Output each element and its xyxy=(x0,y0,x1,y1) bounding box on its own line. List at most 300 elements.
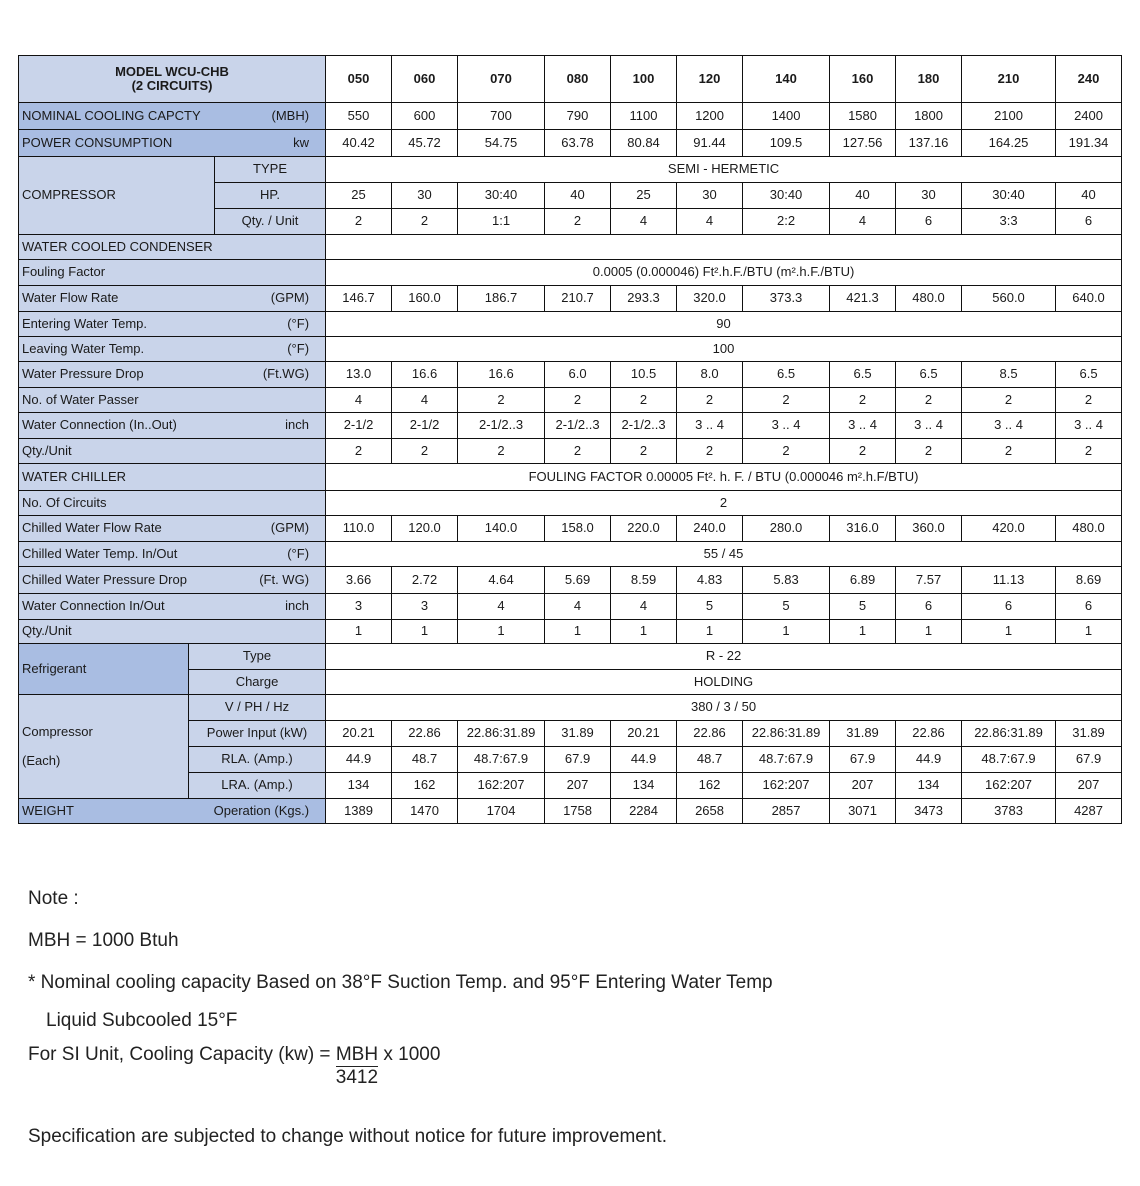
value-cell: 140.0 xyxy=(458,516,545,542)
value-cell: 2 xyxy=(962,388,1056,413)
model-140: 140 xyxy=(743,56,830,103)
value-cell: 3071 xyxy=(830,799,896,824)
value-cell: 25 xyxy=(326,183,392,209)
value-cell: 109.5 xyxy=(743,130,830,157)
row-unit-text: (MBH) xyxy=(271,107,310,123)
value-cell: 4 xyxy=(326,388,392,413)
value-cell: 5 xyxy=(677,594,743,620)
value-cell: 5 xyxy=(830,594,896,620)
refrigerant-label: Refrigerant xyxy=(19,644,189,695)
value-cell: 6.5 xyxy=(896,362,962,388)
value-cell: 4 xyxy=(611,209,677,235)
value-cell: 220.0 xyxy=(611,516,677,542)
table-row xyxy=(19,567,1122,594)
value-cell: 31.89 xyxy=(1056,721,1122,747)
value-cell: 3 xyxy=(326,594,392,620)
value-cell: 63.78 xyxy=(545,130,611,157)
qty-unit-label: Qty./Unit xyxy=(19,439,326,464)
table-row xyxy=(19,620,1122,644)
value-cell: 3:3 xyxy=(962,209,1056,235)
compressor-type-value: SEMI - HERMETIC xyxy=(326,157,1122,183)
value-cell: 420.0 xyxy=(962,516,1056,542)
value-cell: 3 .. 4 xyxy=(677,413,743,439)
value-cell: 67.9 xyxy=(545,747,611,773)
chiller-label: WATER CHILLER xyxy=(19,464,326,491)
value-cell: 240.0 xyxy=(677,516,743,542)
value-cell: 40 xyxy=(545,183,611,209)
value-cell: 30 xyxy=(896,183,962,209)
row-label-text: Chilled Water Flow Rate xyxy=(22,520,162,536)
value-cell: 316.0 xyxy=(830,516,896,542)
value-cell: 2658 xyxy=(677,799,743,824)
value-cell: 48.7 xyxy=(392,747,458,773)
value-cell: 6.5 xyxy=(743,362,830,388)
value-cell: 13.0 xyxy=(326,362,392,388)
value-cell: 550 xyxy=(326,103,392,130)
model-header xyxy=(19,56,326,103)
compressor-label: COMPRESSOR xyxy=(19,157,215,235)
model-100: 100 xyxy=(611,56,677,103)
table-row xyxy=(19,542,1122,567)
value-cell: 2-1/2 xyxy=(392,413,458,439)
value-cell: 2 xyxy=(458,388,545,413)
row-label-text: Leaving Water Temp. xyxy=(22,340,145,356)
value-cell: 7.57 xyxy=(896,567,962,594)
cell-line-1: Compressor xyxy=(22,724,93,740)
value-cell: 186.7 xyxy=(458,286,545,312)
value-cell: 320.0 xyxy=(677,286,743,312)
value-cell: 31.89 xyxy=(545,721,611,747)
value-cell: 162:207 xyxy=(458,773,545,799)
value-cell: 2400 xyxy=(1056,103,1122,130)
value-cell: 162:207 xyxy=(962,773,1056,799)
condenser-label: WATER COOLED CONDENSER xyxy=(19,235,326,260)
compressor-qty-label: Qty. / Unit xyxy=(215,209,326,235)
entering-temp-value: 90 xyxy=(326,312,1122,337)
refrigerant-type-value: R - 22 xyxy=(326,644,1122,670)
model-180: 180 xyxy=(896,56,962,103)
value-cell: 2-1/2..3 xyxy=(611,413,677,439)
connection-label xyxy=(19,413,326,439)
value-cell: 207 xyxy=(545,773,611,799)
value-cell: 2 xyxy=(743,388,830,413)
table-row xyxy=(19,491,1122,516)
value-cell: 5.83 xyxy=(743,567,830,594)
value-cell: 3 .. 4 xyxy=(743,413,830,439)
value-cell: 1800 xyxy=(896,103,962,130)
row-unit-text: Operation (Kgs.) xyxy=(213,802,310,818)
value-cell: 1 xyxy=(458,620,545,644)
value-cell: 3 .. 4 xyxy=(830,413,896,439)
leaving-temp-label xyxy=(19,337,326,362)
value-cell: 22.86 xyxy=(392,721,458,747)
value-cell: 1470 xyxy=(392,799,458,824)
row-label-text: POWER CONSUMPTION xyxy=(22,134,173,150)
table-row xyxy=(19,388,1122,413)
chilled-flow-label xyxy=(19,516,326,542)
value-cell: 22.86:31.89 xyxy=(962,721,1056,747)
value-cell: 3 xyxy=(392,594,458,620)
value-cell: 480.0 xyxy=(896,286,962,312)
model-240: 240 xyxy=(1056,56,1122,103)
value-cell: 4.83 xyxy=(677,567,743,594)
si-suffix: x 1000 xyxy=(383,1044,441,1065)
model-080: 080 xyxy=(545,56,611,103)
power-consumption-label xyxy=(19,130,326,157)
value-cell: 8.69 xyxy=(1056,567,1122,594)
value-cell: 4287 xyxy=(1056,799,1122,824)
table-row xyxy=(19,362,1122,388)
value-cell: 2 xyxy=(1056,439,1122,464)
value-cell: 40 xyxy=(1056,183,1122,209)
value-cell: 1 xyxy=(611,620,677,644)
si-numerator: MBH xyxy=(335,1044,379,1065)
value-cell: 2 xyxy=(962,439,1056,464)
value-cell: 1 xyxy=(743,620,830,644)
value-cell: 4 xyxy=(830,209,896,235)
value-cell: 2100 xyxy=(962,103,1056,130)
value-cell: 5.69 xyxy=(545,567,611,594)
value-cell: 20.21 xyxy=(326,721,392,747)
row-label-text: Chilled Water Temp. In/Out xyxy=(22,545,178,561)
value-cell: 22.86:31.89 xyxy=(458,721,545,747)
value-cell: 134 xyxy=(896,773,962,799)
model-050: 050 xyxy=(326,56,392,103)
table-row xyxy=(19,464,1122,491)
model-120: 120 xyxy=(677,56,743,103)
value-cell: 3.66 xyxy=(326,567,392,594)
note-mbh: MBH = 1000 Btuh xyxy=(28,930,179,951)
cell-line-1: MODEL WCU-CHB xyxy=(115,63,229,79)
refrigerant-type-label: Type xyxy=(189,644,326,670)
value-cell: 4 xyxy=(677,209,743,235)
value-cell: 2 xyxy=(545,439,611,464)
value-cell: 4 xyxy=(545,594,611,620)
value-cell: 8.59 xyxy=(611,567,677,594)
value-cell: 3783 xyxy=(962,799,1056,824)
value-cell: 31.89 xyxy=(830,721,896,747)
value-cell: 2-1/2..3 xyxy=(458,413,545,439)
value-cell: 44.9 xyxy=(896,747,962,773)
value-cell: 2 xyxy=(392,439,458,464)
value-cell: 2-1/2..3 xyxy=(545,413,611,439)
table-row xyxy=(19,594,1122,620)
note-nominal-basis: * Nominal cooling capacity Based on 38°F Suction Temp. and 95°F Entering Water Temp xyxy=(28,972,773,993)
value-cell: 158.0 xyxy=(545,516,611,542)
chilled-temp-label xyxy=(19,542,326,567)
value-cell: 30:40 xyxy=(743,183,830,209)
row-label-text: Water Connection (In..Out) xyxy=(22,417,177,433)
row-label-text: Water Flow Rate xyxy=(22,290,119,306)
value-cell: 1 xyxy=(1056,620,1122,644)
circuits-value: 2 xyxy=(326,491,1122,516)
value-cell: 1389 xyxy=(326,799,392,824)
value-cell: 2.72 xyxy=(392,567,458,594)
value-cell: 4 xyxy=(458,594,545,620)
value-cell: 16.6 xyxy=(458,362,545,388)
value-cell: 1 xyxy=(677,620,743,644)
value-cell: 640.0 xyxy=(1056,286,1122,312)
note-specification: Specification are subjected to change without notice for future improvement. xyxy=(28,1126,667,1147)
value-cell: 22.86:31.89 xyxy=(743,721,830,747)
value-cell: 2 xyxy=(611,439,677,464)
value-cell: 48.7:67.9 xyxy=(458,747,545,773)
value-cell: 2 xyxy=(830,388,896,413)
value-cell: 560.0 xyxy=(962,286,1056,312)
value-cell: 110.0 xyxy=(326,516,392,542)
value-cell: 207 xyxy=(1056,773,1122,799)
value-cell: 11.13 xyxy=(962,567,1056,594)
value-cell: 700 xyxy=(458,103,545,130)
value-cell: 48.7:67.9 xyxy=(743,747,830,773)
value-cell: 6.5 xyxy=(1056,362,1122,388)
chilled-drop-label xyxy=(19,567,326,594)
row-label-text: Water Pressure Drop xyxy=(22,366,144,382)
value-cell: 6 xyxy=(1056,209,1122,235)
table-row xyxy=(19,260,1122,286)
value-cell: 44.9 xyxy=(326,747,392,773)
value-cell: 5 xyxy=(743,594,830,620)
value-cell: 1 xyxy=(545,620,611,644)
value-cell: 373.3 xyxy=(743,286,830,312)
value-cell: 2:2 xyxy=(743,209,830,235)
qty-unit-2-label: Qty./Unit xyxy=(19,620,326,644)
value-cell: 2 xyxy=(326,439,392,464)
value-cell: 2-1/2 xyxy=(326,413,392,439)
circuits-label: No. Of Circuits xyxy=(19,491,326,516)
vph-value: 380 / 3 / 50 xyxy=(326,695,1122,721)
value-cell: 2 xyxy=(677,439,743,464)
entering-temp-label xyxy=(19,312,326,337)
fouling-value: 0.0005 (0.000046) Ft².h.F./BTU (m².h.F./BTU) xyxy=(326,260,1122,286)
value-cell: 2284 xyxy=(611,799,677,824)
value-cell: 3 .. 4 xyxy=(1056,413,1122,439)
value-cell: 4 xyxy=(611,594,677,620)
row-unit-text: inch xyxy=(285,598,310,614)
value-cell: 1 xyxy=(896,620,962,644)
value-cell: 4.64 xyxy=(458,567,545,594)
value-cell: 480.0 xyxy=(1056,516,1122,542)
value-cell: 67.9 xyxy=(830,747,896,773)
row-label-text: WEIGHT xyxy=(22,802,74,818)
value-cell: 22.86 xyxy=(896,721,962,747)
value-cell: 134 xyxy=(326,773,392,799)
value-cell: 162 xyxy=(677,773,743,799)
water-flow-label xyxy=(19,286,326,312)
value-cell: 30 xyxy=(392,183,458,209)
chilled-temp-value: 55 / 45 xyxy=(326,542,1122,567)
value-cell: 1758 xyxy=(545,799,611,824)
value-cell: 25 xyxy=(611,183,677,209)
vph-label: V / PH / Hz xyxy=(189,695,326,721)
value-cell: 1100 xyxy=(611,103,677,130)
row-unit-text: kw xyxy=(293,134,310,150)
value-cell: 30:40 xyxy=(458,183,545,209)
value-cell: 48.7:67.9 xyxy=(962,747,1056,773)
value-cell: 48.7 xyxy=(677,747,743,773)
value-cell: 2 xyxy=(458,439,545,464)
weight-label xyxy=(19,799,326,824)
table-row xyxy=(19,413,1122,439)
cell-line-2: (2 CIRCUITS) xyxy=(131,78,213,93)
row-label-text: Entering Water Temp. xyxy=(22,315,147,331)
table-row xyxy=(19,56,1122,103)
si-denominator: 3412 xyxy=(335,1066,379,1088)
value-cell: 1200 xyxy=(677,103,743,130)
value-cell: 2857 xyxy=(743,799,830,824)
value-cell: 2 xyxy=(545,388,611,413)
value-cell: 6.0 xyxy=(545,362,611,388)
value-cell: 160.0 xyxy=(392,286,458,312)
value-cell: 207 xyxy=(830,773,896,799)
table-row xyxy=(19,103,1122,130)
value-cell: 20.21 xyxy=(611,721,677,747)
value-cell: 360.0 xyxy=(896,516,962,542)
value-cell: 2 xyxy=(677,388,743,413)
row-unit-text: (Ft.WG) xyxy=(262,366,310,382)
value-cell: 6.5 xyxy=(830,362,896,388)
leaving-temp-value: 100 xyxy=(326,337,1122,362)
value-cell: 2 xyxy=(1056,388,1122,413)
condenser-empty xyxy=(326,235,1122,260)
value-cell: 2 xyxy=(545,209,611,235)
power-input-label: Power Input (kW) xyxy=(189,721,326,747)
value-cell: 6.89 xyxy=(830,567,896,594)
compressor-type-label: TYPE xyxy=(215,157,326,183)
table-row xyxy=(19,516,1122,542)
compressor-each-label xyxy=(19,695,189,799)
value-cell: 1 xyxy=(326,620,392,644)
value-cell: 191.34 xyxy=(1056,130,1122,157)
value-cell: 22.86 xyxy=(677,721,743,747)
lra-label: LRA. (Amp.) xyxy=(189,773,326,799)
value-cell: 10.5 xyxy=(611,362,677,388)
chiller-value: FOULING FACTOR 0.00005 Ft². h. F. / BTU (0.000046 m².h.F/BTU) xyxy=(326,464,1122,491)
table-row xyxy=(19,286,1122,312)
value-cell: 3 .. 4 xyxy=(962,413,1056,439)
value-cell: 4 xyxy=(392,388,458,413)
value-cell: 1 xyxy=(392,620,458,644)
value-cell: 54.75 xyxy=(458,130,545,157)
row-unit-text: (°F) xyxy=(287,315,310,331)
value-cell: 146.7 xyxy=(326,286,392,312)
value-cell: 67.9 xyxy=(1056,747,1122,773)
value-cell: 45.72 xyxy=(392,130,458,157)
row-label-text: NOMINAL COOLING CAPCTY xyxy=(22,107,201,123)
value-cell: 162 xyxy=(392,773,458,799)
row-unit-text: (GPM) xyxy=(270,290,310,306)
fouling-label: Fouling Factor xyxy=(19,260,326,286)
value-cell: 91.44 xyxy=(677,130,743,157)
table-row xyxy=(19,799,1122,824)
value-cell: 2 xyxy=(326,209,392,235)
table-row xyxy=(19,439,1122,464)
note-title: Note : xyxy=(28,888,79,909)
table-row xyxy=(19,695,1122,721)
model-070: 070 xyxy=(458,56,545,103)
value-cell: 2 xyxy=(611,388,677,413)
value-cell: 1 xyxy=(962,620,1056,644)
value-cell: 6 xyxy=(896,209,962,235)
model-160: 160 xyxy=(830,56,896,103)
table-row xyxy=(19,157,1122,183)
value-cell: 40.42 xyxy=(326,130,392,157)
model-060: 060 xyxy=(392,56,458,103)
row-unit-text: (°F) xyxy=(287,340,310,356)
value-cell: 3473 xyxy=(896,799,962,824)
chilled-conn-label xyxy=(19,594,326,620)
row-unit-text: (GPM) xyxy=(270,520,310,536)
row-label-text: Water Connection In/Out xyxy=(22,598,165,614)
note-si-formula xyxy=(28,1044,440,1089)
pressure-drop-label xyxy=(19,362,326,388)
value-cell: 30 xyxy=(677,183,743,209)
value-cell: 210.7 xyxy=(545,286,611,312)
value-cell: 164.25 xyxy=(962,130,1056,157)
value-cell: 44.9 xyxy=(611,747,677,773)
spec-table-body xyxy=(19,56,1122,824)
value-cell: 40 xyxy=(830,183,896,209)
value-cell: 2 xyxy=(743,439,830,464)
value-cell: 137.16 xyxy=(896,130,962,157)
compressor-hp-label: HP. xyxy=(215,183,326,209)
value-cell: 1704 xyxy=(458,799,545,824)
value-cell: 6 xyxy=(962,594,1056,620)
table-row xyxy=(19,312,1122,337)
cell-line-2: (Each) xyxy=(22,752,61,768)
table-row xyxy=(19,337,1122,362)
value-cell: 2 xyxy=(896,439,962,464)
table-row xyxy=(19,235,1122,260)
note-subcooled: Liquid Subcooled 15°F xyxy=(46,1010,238,1031)
value-cell: 2 xyxy=(392,209,458,235)
value-cell: 1400 xyxy=(743,103,830,130)
refrigerant-charge-value: HOLDING xyxy=(326,670,1122,695)
value-cell: 280.0 xyxy=(743,516,830,542)
rla-label: RLA. (Amp.) xyxy=(189,747,326,773)
si-fraction xyxy=(336,1044,378,1089)
value-cell: 790 xyxy=(545,103,611,130)
value-cell: 6 xyxy=(1056,594,1122,620)
value-cell: 1:1 xyxy=(458,209,545,235)
nominal-capacity-label xyxy=(19,103,326,130)
passes-label: No. of Water Passer xyxy=(19,388,326,413)
value-cell: 1 xyxy=(830,620,896,644)
value-cell: 127.56 xyxy=(830,130,896,157)
value-cell: 8.5 xyxy=(962,362,1056,388)
value-cell: 3 .. 4 xyxy=(896,413,962,439)
value-cell: 421.3 xyxy=(830,286,896,312)
spec-table xyxy=(18,55,1122,824)
row-unit-text: (°F) xyxy=(287,545,310,561)
row-unit-text: (Ft. WG) xyxy=(259,571,310,587)
row-label-text: Chilled Water Pressure Drop xyxy=(22,571,187,587)
row-unit-text: inch xyxy=(285,417,310,433)
value-cell: 30:40 xyxy=(962,183,1056,209)
refrigerant-charge-label: Charge xyxy=(189,670,326,695)
value-cell: 2 xyxy=(830,439,896,464)
value-cell: 1580 xyxy=(830,103,896,130)
value-cell: 134 xyxy=(611,773,677,799)
value-cell: 8.0 xyxy=(677,362,743,388)
value-cell: 293.3 xyxy=(611,286,677,312)
value-cell: 6 xyxy=(896,594,962,620)
value-cell: 16.6 xyxy=(392,362,458,388)
value-cell: 162:207 xyxy=(743,773,830,799)
value-cell: 120.0 xyxy=(392,516,458,542)
si-prefix: For SI Unit, Cooling Capacity (kw) = xyxy=(28,1044,331,1065)
value-cell: 600 xyxy=(392,103,458,130)
